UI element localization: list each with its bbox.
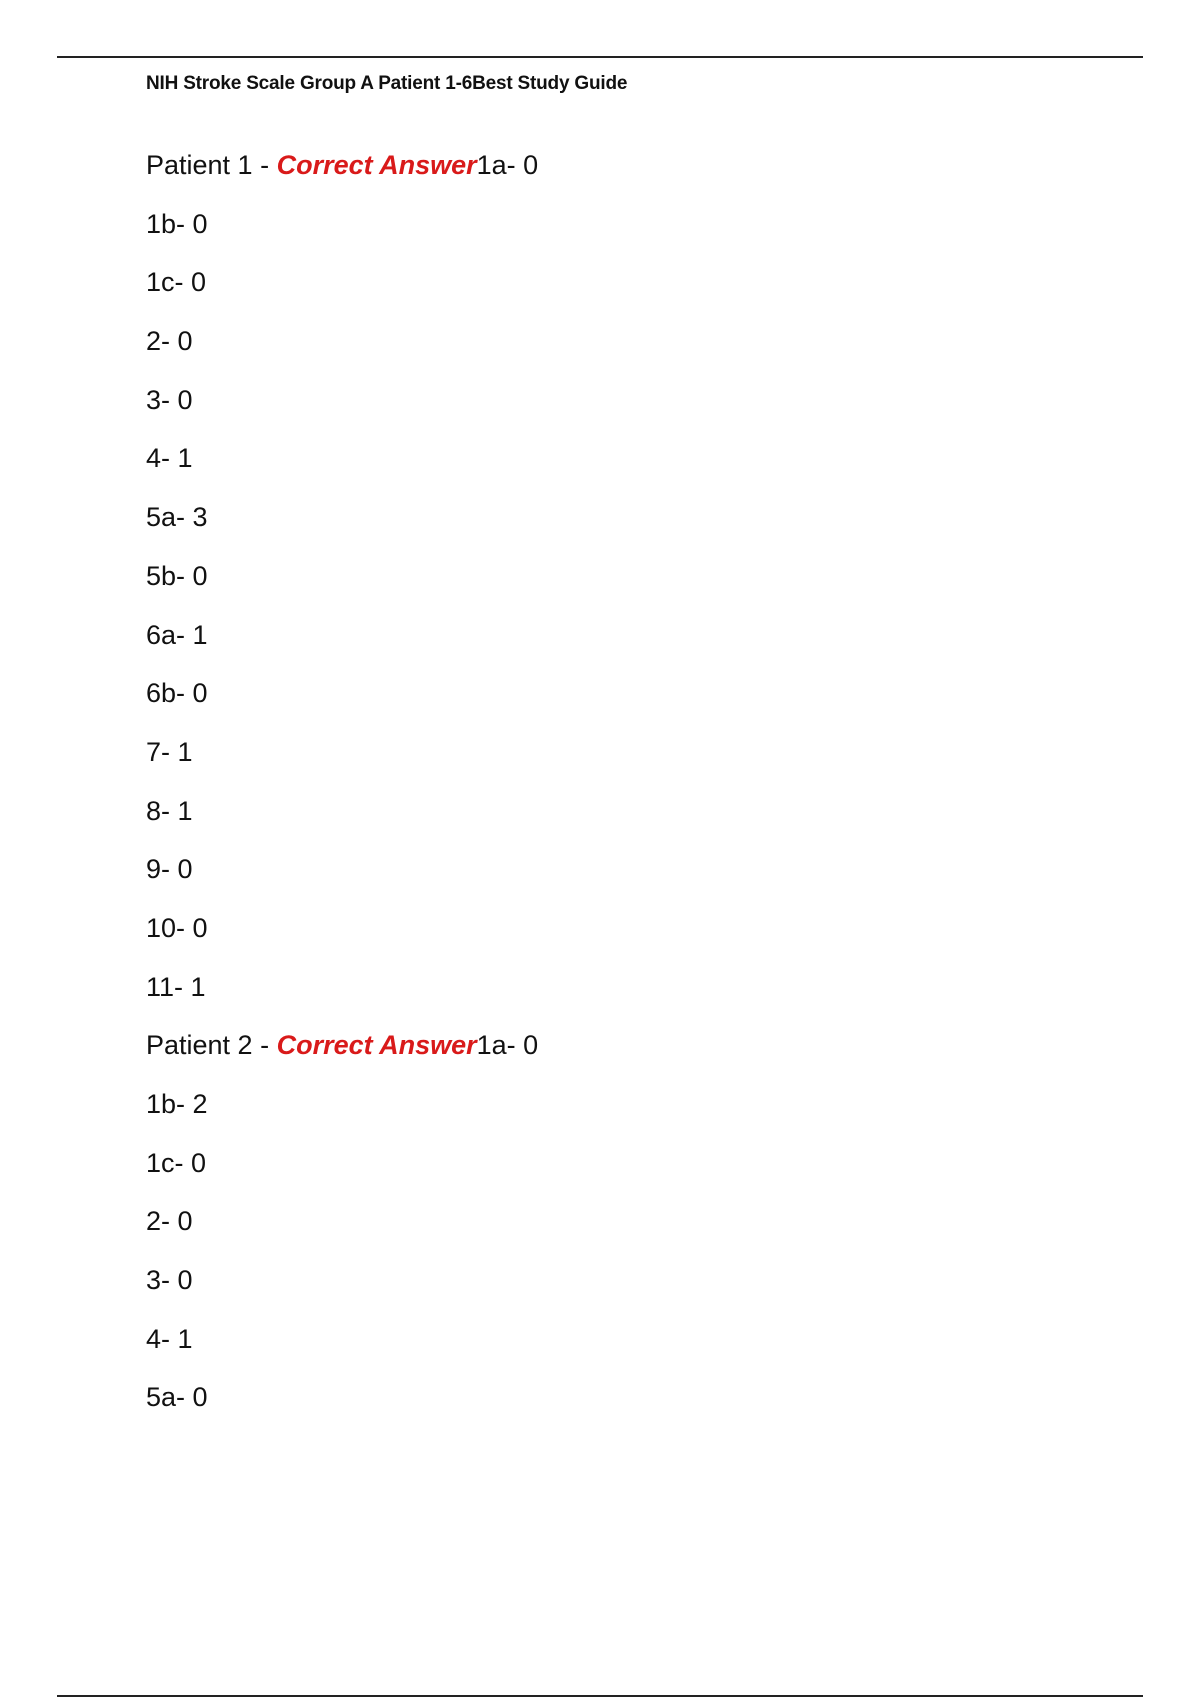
score-item: 2- 0	[146, 1206, 193, 1237]
score-item: 3- 0	[146, 384, 193, 415]
score-item: 8- 1	[146, 795, 193, 826]
score-item: 10- 0	[146, 912, 208, 943]
score-item: 1a- 0	[476, 150, 539, 180]
patient-label: Patient 2 -	[146, 1030, 277, 1061]
score-item: 3- 0	[146, 1265, 193, 1296]
score-item: 5a- 0	[146, 1382, 208, 1413]
score-item: 6b- 0	[146, 678, 208, 709]
score-item: 1c- 0	[146, 267, 207, 298]
score-item: 5b- 0	[146, 560, 208, 591]
score-item: 1c- 0	[146, 1147, 207, 1178]
score-item: 5a- 3	[146, 502, 208, 533]
patient-label: Patient 1 -	[146, 150, 277, 180]
patient-heading	[146, 145, 1146, 204]
score-item: 4- 1	[146, 1323, 193, 1354]
score-item: 9- 0	[146, 854, 193, 885]
score-item: 1b- 0	[146, 208, 208, 239]
score-item: 7- 1	[146, 736, 193, 767]
score-item: 11- 1	[146, 971, 206, 1002]
header-rule	[57, 56, 1143, 58]
patient-heading	[146, 1025, 1146, 1084]
footer-rule	[57, 1695, 1143, 1697]
document-header-title: NIH Stroke Scale Group A Patient 1-6Best Study Guide	[146, 73, 628, 94]
score-item: 6a- 1	[146, 619, 208, 650]
score-item: 1b- 2	[146, 1089, 208, 1119]
score-item: 1a- 0	[476, 1030, 539, 1061]
document-body	[146, 145, 1146, 1436]
score-item: 4- 1	[146, 443, 193, 474]
correct-answer-label: Correct Answer	[276, 1030, 477, 1061]
score-item: 2- 0	[146, 326, 193, 357]
correct-answer-label: Correct Answer	[276, 150, 477, 180]
